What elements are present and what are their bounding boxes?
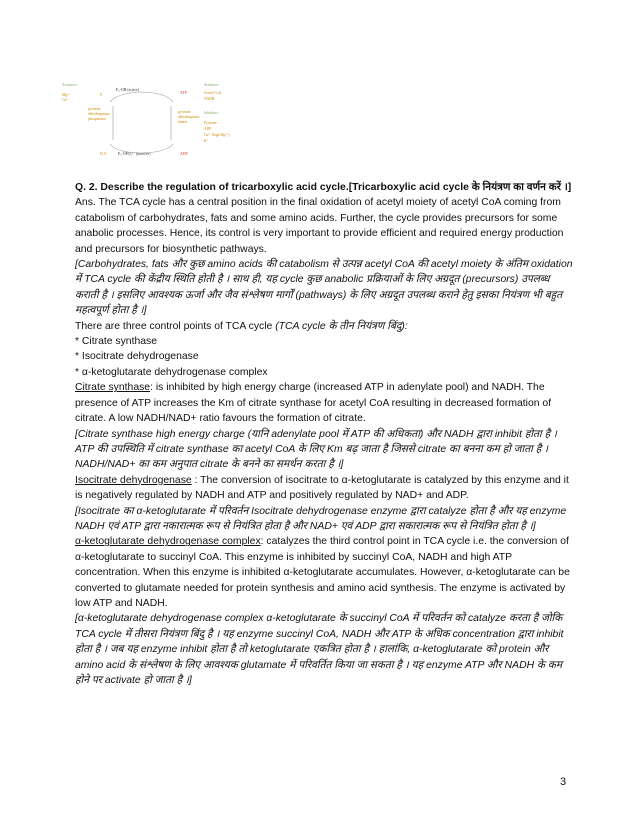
diagram-kinase-2: dehydrogenase (178, 115, 200, 119)
akg-paragraph (75, 534, 575, 611)
diagram-inhibitor-adp: ADP (204, 127, 212, 131)
diagram-adp-label: ADP (180, 152, 188, 156)
citrate-synthase-title: Citrate synthase (75, 382, 151, 394)
diagram-active-form: E₁-OH (active) (116, 88, 139, 92)
isocitrate-paragraph (75, 473, 575, 504)
answer-intro: Ans. The TCA cycle has a central position in the final oxidation of acetyl moiety of acetyl CoA coming from catabolism of carbohydrates, fats and some amino acids. Further, the cycle provides precursors for some anabolic processes. Hence, its control is very important to provide efficient and required energy production and precursors for biosynthetic pathways. (75, 197, 564, 255)
answer-intro-hindi: [Carbohydrates, fats और कुछ amino acids की catabolism से उत्पन्न acetyl CoA की acetyl moiety के अंतिम oxidation में TCA cycle की केंद्रीय स्थिति होती है । साथ ही, यह cycle कुछ anabolic प्रक्रियाओं के लिए अग्रदूत (precursors) उपलब्ध कराती है । इसलिए आवश्यक ऊर्जा और जैव संश्लेषण मार्गों (pathways) के लिए अग्रदूत उपलब्ध कराने हेतु इसका नियंत्रण भी बहुत महत्वपूर्ण होता है ।] (75, 259, 573, 317)
control-points-hindi: (TCA cycle के तीन नियंत्रण बिंदु): (275, 320, 408, 332)
akg-text: : catalyzes the third control point in TCA cycle i.e. the conversion of α-ketoglutarate to succinyl CoA. This enzyme is inhibited by succinyl CoA, NADH and high ATP concentration. When this enzyme is inhibited α-ketoglutarate accumulates. However, α-ketoglutarate can be converted to glutamate needed for protein synthesis and amino acid synthesis. The enzyme is activated by low ATP and NADH. (75, 536, 570, 609)
document-body (75, 180, 575, 688)
diagram-activator-nadh: NADH (204, 97, 215, 101)
diagram-pi-label: Pᵢ (100, 93, 103, 97)
diagram-top-arc (110, 92, 173, 102)
isocitrate-hindi: [Isocitrate का α-ketoglutarate में परिवर्तन Isocitrate dehydrogenase enzyme द्वारा catalyze होता है और यह enzyme NADH एवं ATP द्वारा नकारात्मक रूप से नियंत्रित होता है और NAD+ एवं ADP द्वारा सकारात्मक रूप से नियंत्रित होता है ।] (75, 505, 567, 532)
citrate-synthase-text: : is inhibited by high energy charge (increased ATP in adenylate pool) and NADH. The presence of ATP increases the Km of citrate synthase for acetyl CoA resulting in decreased formation of citrate. A low NADH/NAD+ ratio favours the formation of citrate. (75, 382, 552, 425)
question-heading (75, 180, 575, 195)
control-point-3: * α-ketoglutarate dehydrogenase complex (75, 366, 268, 378)
question-heading-hindi: के नियंत्रण का वर्णन करें ।] (468, 182, 572, 193)
pyruvate-dehydrogenase-regulation-diagram (58, 80, 248, 160)
isocitrate-text: : The conversion of isocitrate to α-ketoglutarate is catalyzed by this enzyme and it is negatively regulated by NADH and ATP and positively regulated by NAD+ and ADP. (75, 474, 569, 502)
diagram-phosphatase-3: phosphatase (88, 117, 106, 121)
diagram-kinase-1: pyruvate (178, 110, 191, 114)
control-points-intro (75, 319, 575, 334)
diagram-inhibitor-k: K⁺ (204, 139, 209, 143)
akg-title: α-ketoglutarate dehydrogenase complex (75, 536, 261, 548)
diagram-phosphatase-2: dehydrogenase (88, 112, 110, 116)
diagram-phosphatase-1: pyruvate (88, 107, 101, 111)
control-point-2: * Isocitrate dehydrogenase (75, 351, 199, 363)
diagram-activators-right-title: Activators (204, 83, 219, 87)
diagram-inhibitor-pyruvate: Pyruvate (204, 121, 217, 125)
diagram-inhibitor-ca: Ca²⁺ (high Mg²⁺) (204, 133, 230, 137)
control-point-1: * Citrate synthase (75, 336, 158, 348)
diagram-water-label: H₂O (100, 152, 107, 156)
diagram-activators-title: Activators (62, 83, 77, 87)
akg-hindi: [α-ketoglutarate dehydrogenase complex α-ketoglutarate के succinyl CoA में परिवर्तन को catalyze करता है जोकि TCA cycle में तीसरा नियंत्रण बिंदु है । यह enzyme succinyl CoA, NADH और ATP के अधिक concentration द्वारा inhibit होता है । जब यह enzyme inhibit होता है तो ketoglutarate एकत्रित होता है । हालांकि, α-ketoglutarate को protein और amino acid के संश्लेषण के लिए आवश्यक glutamate में परिवर्तित किया जा सकता है । यह enzyme ATP और NADH के कम होने पर activate हो जाता है ।] (75, 613, 564, 686)
diagram-inactive-form: E₁-OPO₃²⁻ (inactive) (118, 152, 151, 156)
citrate-synthase-paragraph (75, 380, 575, 426)
diagram-atp-label: ATP (180, 91, 187, 95)
diagram-inhibitors-title: Inhibitors (204, 111, 219, 115)
question-heading-english: Q. 2. Describe the regulation of tricarboxylic acid cycle.[Tricarboxylic acid cycle (75, 182, 469, 193)
diagram-activator-ca: Ca²⁺ (62, 98, 69, 102)
page-number: 3 (560, 776, 567, 788)
isocitrate-title: Isocitrate dehydrogenase (75, 474, 192, 486)
control-points-text: There are three control points of TCA cycle (75, 320, 276, 332)
diagram-activator-acetylcoa: Acetyl CoA (204, 91, 222, 95)
diagram-kinase-3: kinase (178, 120, 188, 124)
citrate-synthase-hindi: [Citrate synthase high energy charge (यानि adenylate pool में ATP की अधिकता) और NADH द्वारा inhibit होता है । ATP की उपस्थिति में citrate synthase का acetyl CoA के लिए Km बढ़ जाता है जिससे citrate का बनना कम हो जाता है । NADH/NAD+ का कम अनुपात citrate के बनने का समर्थन करता है ।] (75, 428, 557, 471)
diagram-activator-mg: Mg²⁺ (62, 93, 70, 97)
